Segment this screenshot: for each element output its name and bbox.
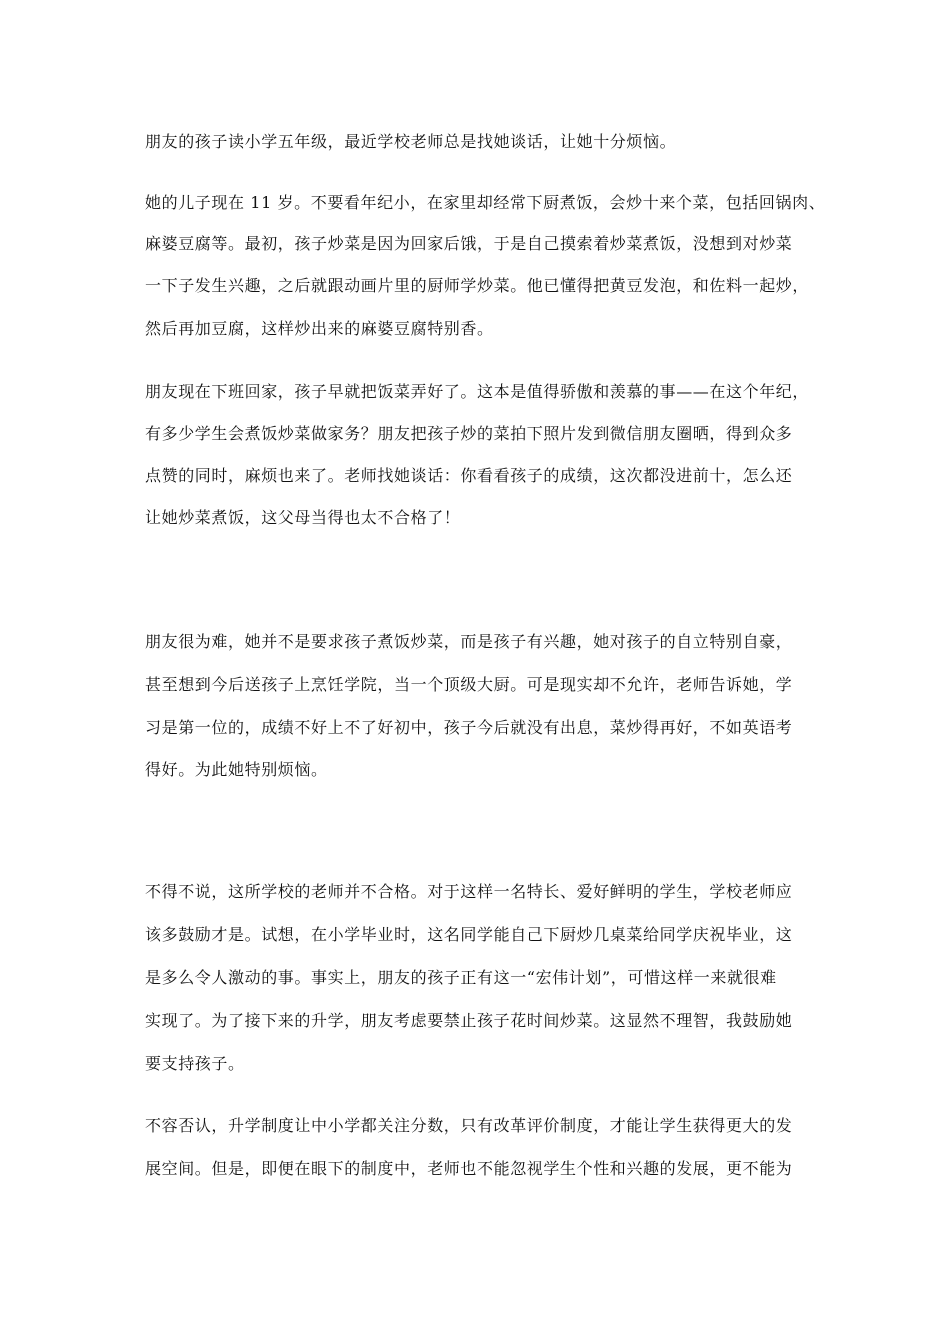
paragraph-4-line-3: 习是第一位的，成绩不好上不了好初中，孩子今后就没有出息，菜炒得再好，不如英语考 xyxy=(145,718,793,737)
paragraph-4-line-2: 甚至想到今后送孩子上烹饪学院，当一个顶级大厨。可是现实却不允许，老师告诉她，学 xyxy=(145,675,793,694)
paragraph-2-line-2: 麻婆豆腐等。最初，孩子炒菜是因为回家后饿，于是自己摸索着炒菜煮饭，没想到对炒菜 xyxy=(145,234,793,253)
paragraph-5-line-5: 要支持孩子。 xyxy=(145,1054,245,1073)
paragraph-3-line-4: 让她炒菜煮饭，这父母当得也太不合格了！ xyxy=(145,508,461,527)
paragraph-5-line-4: 实现了。为了接下来的升学，朋友考虑要禁止孩子花时间炒菜。这显然不理智，我鼓励她 xyxy=(145,1011,793,1030)
paragraph-4-line-4: 得好。为此她特别烦恼。 xyxy=(145,760,328,779)
paragraph-3-line-2: 有多少学生会煮饭炒菜做家务？朋友把孩子炒的菜拍下照片发到微信朋友圈晒，得到众多 xyxy=(145,424,793,443)
paragraph-5-line-3: 是多么令人激动的事。事实上，朋友的孩子正有这一“宏伟计划”，可惜这样一来就很难 xyxy=(145,968,777,987)
paragraph-5-line-2: 该多鼓励才是。试想，在小学毕业时，这名同学能自己下厨炒几桌菜给同学庆祝毕业，这 xyxy=(145,925,793,944)
paragraph-3-line-3: 点赞的同时，麻烦也来了。老师找她谈话：你看看孩子的成绩，这次都没进前十，怎么还 xyxy=(145,466,793,485)
paragraph-6-line-1: 不容否认，升学制度让中小学都关注分数，只有改革评价制度，才能让学生获得更大的发 xyxy=(145,1116,793,1135)
paragraph-1-line-1: 朋友的孩子读小学五年级，最近学校老师总是找她谈话，让她十分烦恼。 xyxy=(145,132,677,151)
paragraph-2-line-3: 一下子发生兴趣，之后就跟动画片里的厨师学炒菜。他已懂得把黄豆发泡，和佐料一起炒， xyxy=(145,276,810,295)
paragraph-6-line-2: 展空间。但是，即便在眼下的制度中，老师也不能忽视学生个性和兴趣的发展，更不能为 xyxy=(145,1159,793,1178)
paragraph-2-line-1: 她的儿子现在 11 岁。不要看年纪小，在家里却经常下厨煮饭，会炒十来个菜，包括回锅肉、 xyxy=(145,193,826,212)
paragraph-3-line-1: 朋友现在下班回家，孩子早就把饭菜弄好了。这本是值得骄傲和羡慕的事——在这个年纪， xyxy=(145,382,810,401)
paragraph-2-line-4: 然后再加豆腐，这样炒出来的麻婆豆腐特别香。 xyxy=(145,319,494,338)
paragraph-5-line-1: 不得不说，这所学校的老师并不合格。对于这样一名特长、爱好鲜明的学生，学校老师应 xyxy=(145,882,793,901)
paragraph-4-line-1: 朋友很为难，她并不是要求孩子煮饭炒菜，而是孩子有兴趣，她对孩子的自立特别自豪， xyxy=(145,632,793,651)
